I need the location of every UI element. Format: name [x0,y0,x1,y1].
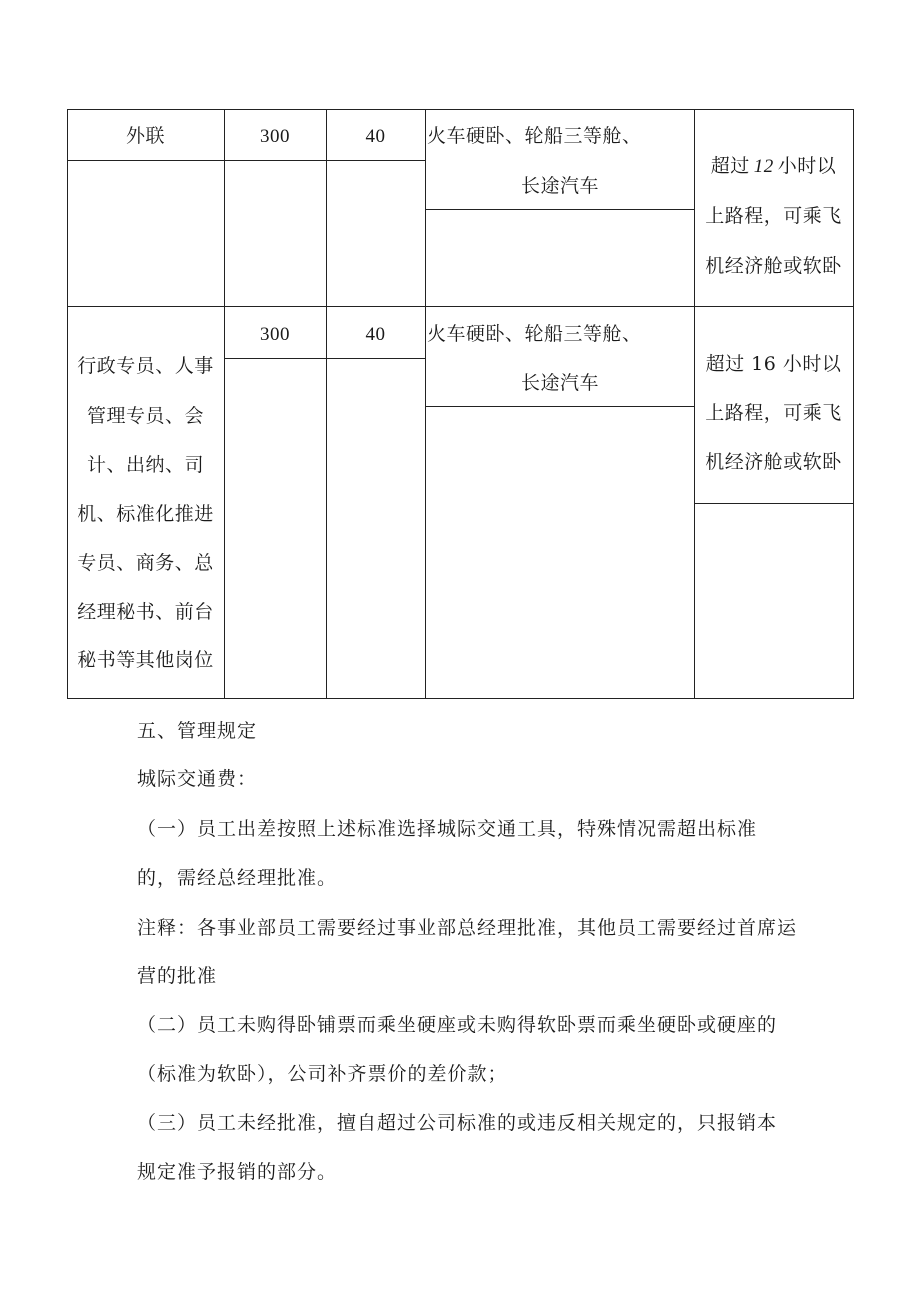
clause-1-line2: 的，需经总经理批准。 [137,867,338,889]
row2-sub-divider-b [425,406,695,407]
row-divider [67,306,854,307]
row1-transport-line1: 火车硬卧、轮船三等舱、 [427,125,642,147]
row1-amount1: 300 [260,126,290,147]
col-divider-2 [326,109,327,699]
row1-note-pre: 超过 [710,155,750,177]
row1-transport-line2: 长途汽车 [520,175,599,197]
table-border-right [853,109,854,699]
row1-note-line1 [694,154,853,179]
row1-sub-divider-a [67,160,426,161]
row2-position-line: 专员、商务、总 [77,552,214,574]
row1-note-hours: 12 [753,156,774,177]
row2-sub-divider-c [694,503,854,504]
note-line1: 注释：各事业部员工需要经过事业部总经理批准，其他员工需要经过首席运 [137,917,798,939]
row2-position-line: 管理专员、会 [86,405,204,427]
row1-note-line3: 机经济舱或软卧 [705,255,842,277]
clause-1-line1: （一）员工出差按照上述标准选择城际交通工具，特殊情况需超出标准 [137,818,758,840]
clause-3-line2: 规定准予报销的部分。 [137,1161,338,1183]
row2-position-line: 计、出纳、司 [86,454,204,476]
row2-position-line: 经理秘书、前台 [77,601,214,623]
row1-note-line2: 上路程，可乘飞 [705,205,842,227]
row2-position-line: 秘书等其他岗位 [77,649,214,671]
row2-position-line: 机、标准化推进 [77,503,214,525]
clause-2-line2: （标准为软卧），公司补齐票价的差价款； [137,1063,508,1085]
section-subheading: 城际交通费： [137,768,258,790]
row1-amount2: 40 [365,126,386,147]
row2-note-line1: 超过 16 小时以 [705,353,842,375]
note-line2: 营的批准 [137,965,218,987]
row1-position: 外联 [125,125,165,147]
row1-sub-divider-b [425,209,695,210]
table-border-bottom [67,698,854,699]
row2-amount1: 300 [260,324,290,345]
section-heading: 五、管理规定 [137,720,258,742]
row2-amount2: 40 [365,324,386,345]
row2-position-line: 行政专员、人事 [77,355,214,377]
row2-sub-divider-a [224,358,426,359]
col-divider-1 [224,109,225,699]
row2-note-line2: 上路程，可乘飞 [705,402,842,424]
row2-transport-line1: 火车硬卧、轮船三等舱、 [427,323,642,345]
row1-note-post: 小时以 [777,155,837,177]
clause-3-line1: （三）员工未经批准，擅自超过公司标准的或违反相关规定的，只报销本 [137,1112,778,1134]
row2-transport-line2: 长途汽车 [520,372,599,394]
row2-note-line3: 机经济舱或软卧 [705,451,842,473]
table-border-top [67,109,854,110]
clause-2-line1: （二）员工未购得卧铺票而乘坐硬座或未购得软卧票而乘坐硬卧或硬座的 [137,1014,778,1036]
